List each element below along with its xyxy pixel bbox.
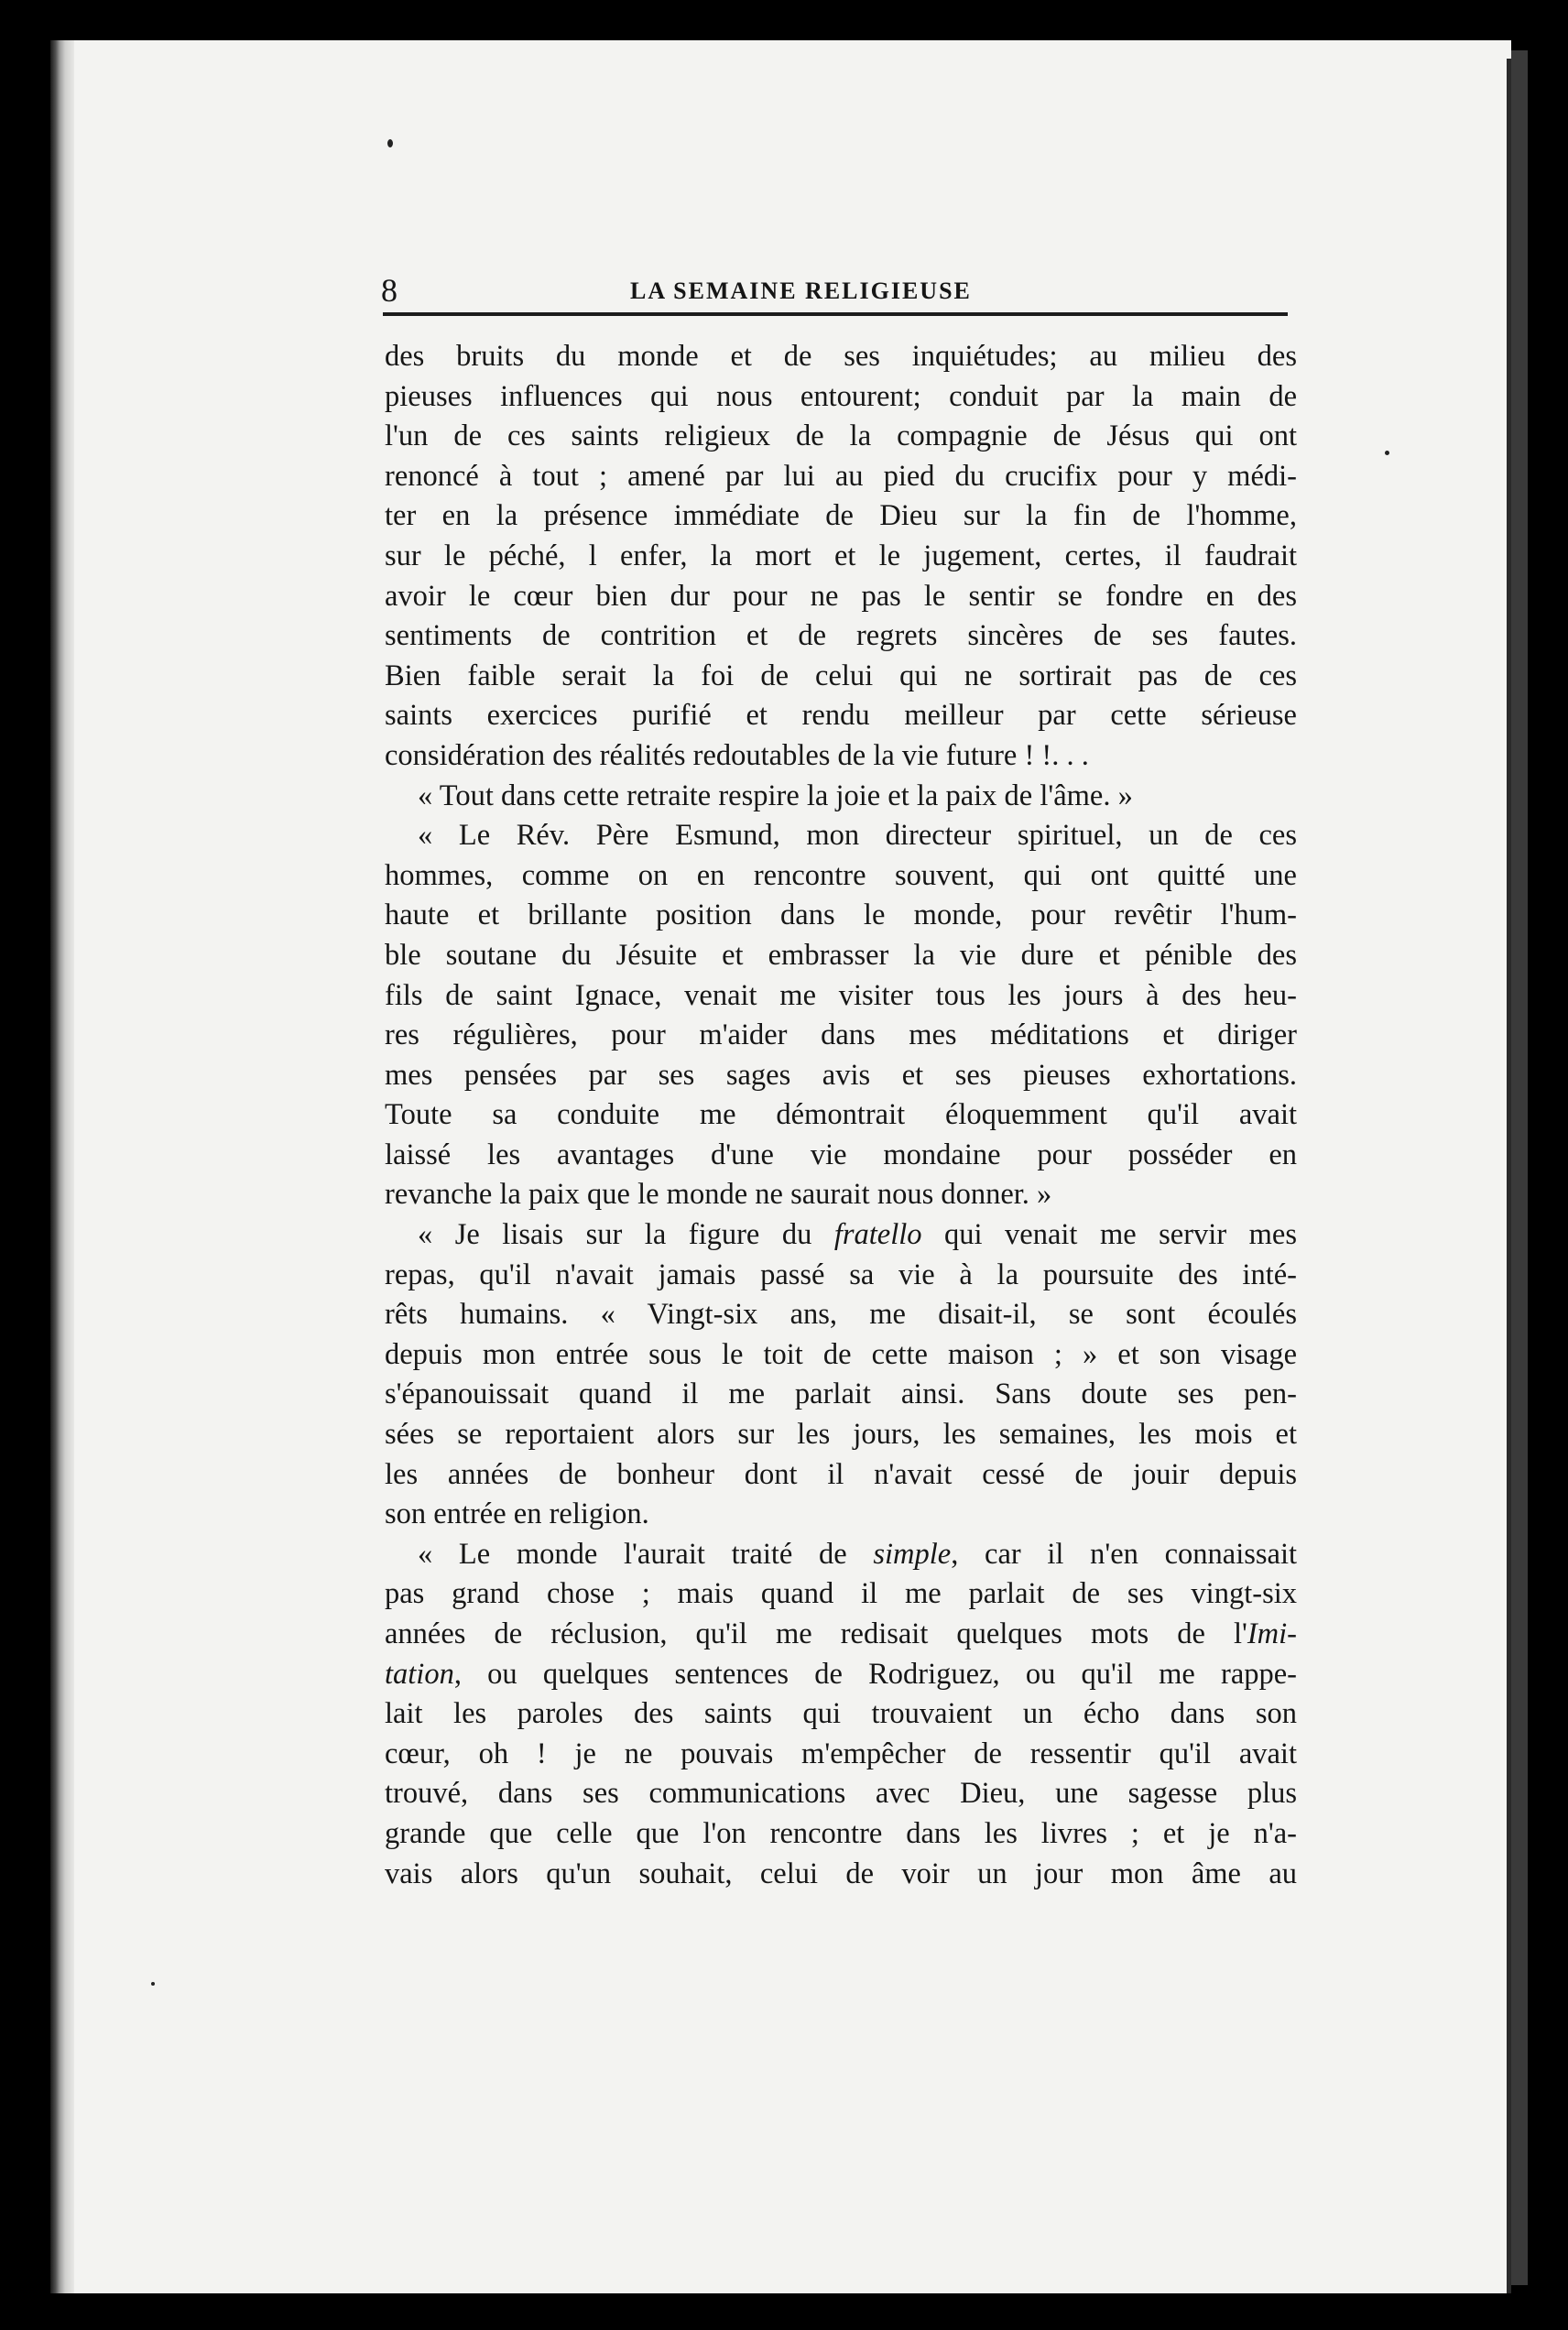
text-line: [385, 537, 1297, 577]
text-line: [385, 1495, 1297, 1535]
text-line: [385, 1335, 1297, 1376]
text-line-content: ter en la présence immédiate de Dieu sur la fin de l'homme,: [385, 499, 1297, 533]
text-line-content: depuis mon entrée sous le toit de cette maison ; » et son visage: [385, 1337, 1297, 1371]
text-line: [385, 1655, 1297, 1695]
text-line: [385, 1256, 1297, 1296]
italic-word: simple: [873, 1537, 952, 1571]
text-line-content: Bien faible serait la foi de celui qui ne sortirait pas de ces: [385, 659, 1297, 692]
text-line-content: pieuses influences qui nous entourent; conduit par la main de: [385, 379, 1297, 413]
text-line: [385, 1375, 1297, 1415]
text-line-content: saints exercices purifié et rendu meilleur par cette sérieuse: [385, 699, 1297, 733]
text-line: [385, 696, 1297, 736]
running-head: LA SEMAINE RELIGIEUSE: [630, 278, 972, 304]
text-line-content: considération des réalités redoutables de la vie future ! !. . .: [385, 738, 1089, 772]
text-line-content: fils de saint Ignace, venait me visiter tous les jours à des heu-: [385, 978, 1297, 1012]
text-line: [385, 856, 1297, 897]
page-number: 8: [381, 272, 397, 309]
text-line: [385, 1694, 1297, 1735]
body-text: [385, 337, 1297, 1894]
text-line-content: l'un de ces saints religieux de la compagnie de Jésus qui ont: [385, 419, 1297, 453]
text-line-content: ble soutane du Jésuite et embrasser la vie dure et pénible des: [385, 938, 1297, 972]
text-line: [385, 1814, 1297, 1855]
italic-word: fratello: [833, 1218, 922, 1252]
text-line: [385, 377, 1297, 418]
text-line: [385, 1175, 1297, 1215]
text-line: [385, 777, 1297, 817]
text-line-content: vais alors qu'un souhait, celui de voir un jour mon âme au: [385, 1856, 1297, 1890]
scan-speck: [151, 1982, 155, 1986]
text-line: [385, 1215, 1297, 1256]
text-line: [385, 1455, 1297, 1496]
header-rule: [383, 312, 1288, 316]
text-line-content: « Tout dans cette retraite respire la joie et la paix de l'âme. »: [418, 778, 1133, 812]
scan-speck: [1385, 451, 1389, 455]
text-line-content: renoncé à tout ; amené par lui au pied du crucifix pour y médi-: [385, 459, 1297, 493]
text-line: [385, 1735, 1297, 1775]
text-line: [385, 657, 1297, 697]
text-line: [385, 1415, 1297, 1455]
text-line: [385, 417, 1297, 457]
text-line: [385, 1136, 1297, 1176]
text-line-content: cœur, oh ! je ne pouvais m'empêcher de ressentir qu'il avait: [385, 1737, 1297, 1770]
text-line-content: repas, qu'il n'avait jamais passé sa vie à la poursuite des inté-: [385, 1258, 1297, 1291]
text-line-content: rêts humains. « Vingt-six ans, me disait-il, se sont écoulés: [385, 1298, 1297, 1332]
scan-speck: [387, 139, 393, 147]
next-page-edge: [1511, 50, 1528, 2285]
text-line: [385, 496, 1297, 537]
text-line: [385, 936, 1297, 976]
text-line-content: avoir le cœur bien dur pour ne pas le sentir se fondre en des: [385, 579, 1297, 613]
text-line: [385, 1295, 1297, 1335]
text-line: [385, 1016, 1297, 1056]
text-line: [385, 1615, 1297, 1655]
text-line-content: revanche la paix que le monde ne saurait nous donner. »: [385, 1178, 1052, 1212]
text-line-content: grande que celle que l'on rencontre dans les livres ; et je n'a-: [385, 1816, 1297, 1850]
text-line: [385, 616, 1297, 657]
text-line-segment: qui venait me servir mes: [921, 1218, 1297, 1252]
text-line-content: laissé les avantages d'une vie mondaine pour posséder en: [385, 1138, 1297, 1171]
text-line: [385, 577, 1297, 617]
text-line: [385, 1574, 1297, 1615]
text-line-segment: années de réclusion, qu'il me redisait quelques mots de l': [385, 1617, 1247, 1650]
text-line-content: mes pensées par ses sages avis et ses pieuses exhortations.: [385, 1058, 1297, 1092]
text-line: [385, 1535, 1297, 1575]
text-line-content: sentiments de contrition et de regrets sincères de ses fautes.: [385, 619, 1297, 653]
text-line: [385, 816, 1297, 856]
page-header: [381, 270, 1288, 310]
text-line: [385, 976, 1297, 1017]
page-binding-edge: [50, 40, 74, 2293]
text-line-content: sées se reportaient alors sur les jours, les semaines, les mois et: [385, 1418, 1297, 1452]
text-line-content: hommes, comme on en rencontre souvent, qui ont quitté une: [385, 858, 1297, 892]
text-line: [385, 896, 1297, 936]
text-line-content: « Le Rév. Père Esmund, mon directeur spirituel, un de ces: [418, 819, 1297, 853]
text-line-content: pas grand chose ; mais quand il me parlait de ses vingt-six: [385, 1577, 1297, 1611]
text-line: [385, 1855, 1297, 1895]
text-line-segment: , car il n'en connaissait: [951, 1537, 1297, 1571]
text-line-content: des bruits du monde et de ses inquiétudes; au milieu des: [385, 340, 1297, 373]
text-line: [385, 736, 1297, 777]
text-line-content: trouvé, dans ses communications avec Dieu, une sagesse plus: [385, 1777, 1297, 1811]
italic-word: Imi-: [1247, 1617, 1297, 1650]
text-line: [385, 337, 1297, 377]
italic-word: tation: [385, 1657, 454, 1691]
text-line-content: Toute sa conduite me démontrait éloquemment qu'il avait: [385, 1098, 1297, 1132]
text-line-content: res régulières, pour m'aider dans mes méditations et diriger: [385, 1018, 1297, 1052]
text-line-content: les années de bonheur dont il n'avait cessé de jouir depuis: [385, 1457, 1297, 1491]
text-line-content: lait les paroles des saints qui trouvaient un écho dans son: [385, 1697, 1297, 1731]
text-line-content: sur le péché, l enfer, la mort et le jugement, certes, il faudrait: [385, 539, 1297, 572]
text-line: [385, 1056, 1297, 1096]
text-line: [385, 1095, 1297, 1136]
text-line-segment: « Je lisais sur la figure du: [418, 1218, 834, 1252]
text-line: [385, 1774, 1297, 1814]
text-line-content: haute et brillante position dans le monde, pour revêtir l'hum-: [385, 898, 1297, 932]
text-line-content: s'épanouissait quand il me parlait ainsi. Sans doute ses pen-: [385, 1377, 1297, 1411]
text-line-segment: , ou quelques sentences de Rodriguez, ou qu'il me rappe-: [453, 1657, 1297, 1691]
text-line-content: son entrée en religion.: [385, 1497, 649, 1531]
text-line: [385, 457, 1297, 497]
text-line-segment: « Le monde l'aurait traité de: [418, 1537, 874, 1571]
